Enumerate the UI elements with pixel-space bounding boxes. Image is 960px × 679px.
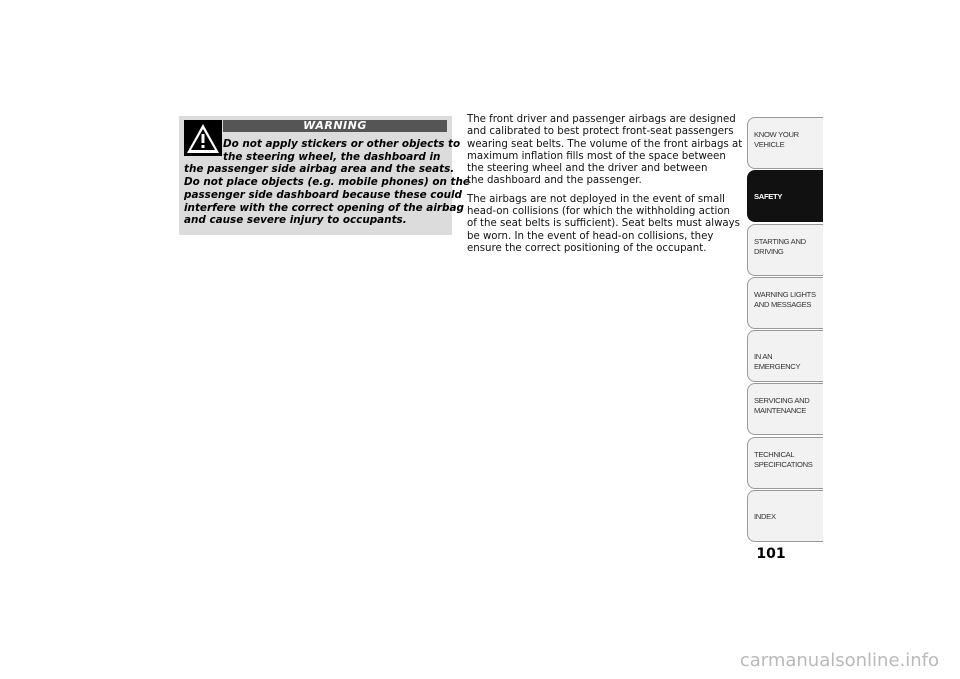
tab-label: IN AN EMERGENCY — [754, 352, 801, 371]
text-line: wearing seat belts. The volume of the front airbags at — [467, 138, 743, 150]
tab-label: TECHNICAL SPECIFICATIONS — [754, 450, 813, 469]
warning-line: Do not place objects (e.g. mobile phones) on the — [184, 176, 470, 189]
warning-header: WARNING — [223, 120, 447, 132]
text-line: the steering wheel and the driver and between — [467, 163, 708, 175]
text-line: the dashboard and the passenger. — [467, 175, 642, 187]
text-line: of the seat belts is sufficient). Seat belts must always — [467, 218, 740, 230]
warning-line: Do not apply stickers or other objects to — [223, 138, 461, 150]
text-line: head-on collisions (for which the withholding action — [467, 206, 730, 218]
tab-know-your-vehicle[interactable] — [747, 117, 823, 169]
tab-index[interactable] — [747, 490, 823, 542]
tab-label: SAFETY — [754, 192, 783, 201]
tab-servicing-and-maintenance[interactable] — [747, 383, 823, 435]
tab-label: KNOW YOUR VEHICLE — [754, 130, 799, 149]
tab-in-an-emergency[interactable] — [747, 330, 823, 382]
paragraph-deployment — [467, 194, 743, 255]
text-line: The front driver and passenger airbags are designed — [467, 114, 736, 125]
tab-safety[interactable] — [747, 170, 823, 222]
chapter-tabs — [747, 117, 823, 543]
text-line: The airbags are not deployed in the event of small — [467, 193, 726, 205]
tab-technical-specifications[interactable] — [747, 437, 823, 489]
warning-line: passenger side dashboard because these could — [184, 188, 462, 201]
tab-label: STARTING AND DRIVING — [754, 237, 806, 256]
tab-label: SERVICING AND MAINTENANCE — [754, 396, 810, 415]
paragraph-front-airbags — [467, 114, 743, 188]
watermark: carmanualsonline.info — [739, 650, 939, 671]
tab-label: WARNING LIGHTS AND MESSAGES — [754, 290, 816, 309]
text-line: ensure the correct positioning of the occupant. — [467, 242, 707, 254]
text-line: and calibrated to best protect front-seat passengers — [467, 126, 734, 138]
body-text — [467, 114, 743, 261]
warning-line: the steering wheel, the dashboard in — [223, 150, 441, 163]
warning-text — [184, 138, 470, 227]
warning-box — [179, 116, 470, 235]
tab-warning-lights-and-messages[interactable] — [747, 277, 823, 329]
text-line: be worn. In the event of head-on collisions, they — [467, 230, 714, 242]
warning-line: and cause severe injury to occupants. — [184, 214, 407, 227]
text-line: maximum inflation fills most of the space between — [467, 150, 726, 162]
page-number: 101 — [756, 546, 786, 562]
warning-line: interfere with the correct opening of the airbag — [184, 201, 464, 214]
warning-line: the passenger side airbag area and the seats. — [184, 163, 455, 176]
tab-label: INDEX — [754, 512, 776, 521]
tab-starting-and-driving[interactable] — [747, 224, 823, 276]
